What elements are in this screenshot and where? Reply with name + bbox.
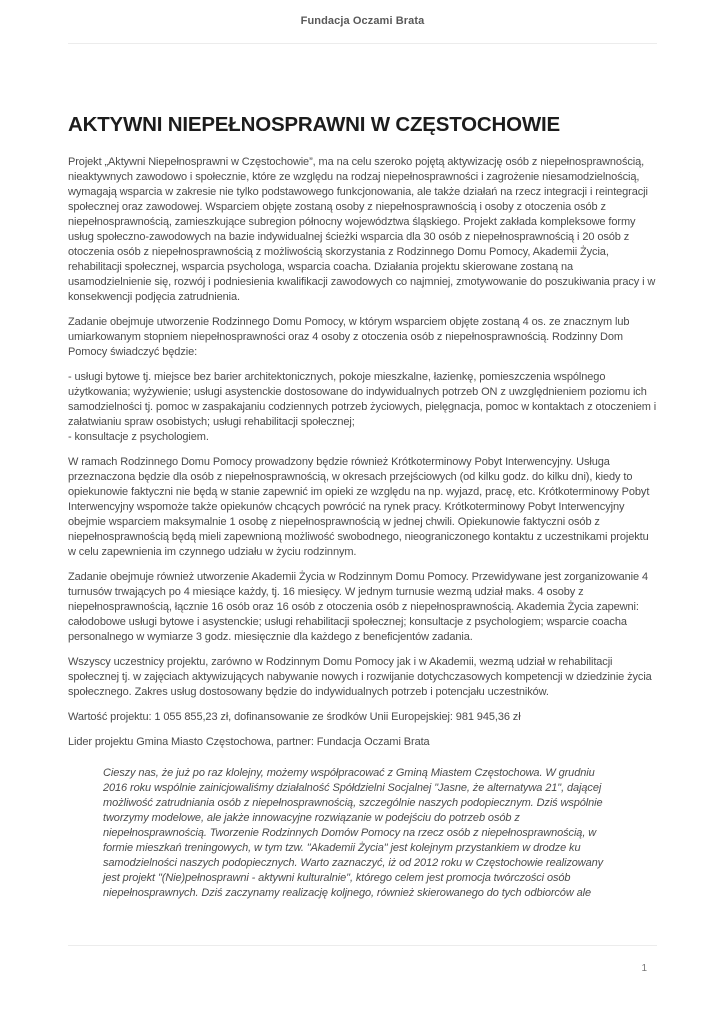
paragraph-leader-partner: Lider projektu Gmina Miasto Częstochowa, partner: Fundacja Oczami Brata — [68, 735, 430, 748]
paragraph-rehabilitacja: Wszyscy uczestnicy projektu, zarówno w Rodzinnym Domu Pomocy jak i w Akademii, wezmą udział w rehabilitacji społecznej tj. w zajęciach aktywizujących nabywanie nowych i rozwijanie dotychczasowych kompetencji w dziedzinie życia społecznego. Zakres usług dostosowany będzie do indywidualnych potrzeb i potencjału uczestników. — [68, 655, 652, 698]
site-header-title: Fundacja Oczami Brata — [300, 15, 425, 27]
article-title: AKTYWNI NIEPEŁNOSPRAWNI W CZĘSTOCHOWIE — [68, 113, 560, 136]
service-list-item: - usługi bytowe tj. miejsce bez barier architektonicznych, pokoje mieszkalne, łazienkę, pomieszczenia wspólnego użytkowania; wyżywienie; usługi asystenckie dostosowane do indywidualnych potrzeb ON z uwzględnieniem poziomu ich samodzielności tj. pomoc w zaspakajaniu codziennych potrzeb życiowych, pielęgnacja, pomoc w kontaktach z otoczeniem i załatwianiu spraw osobistych; usługi rehabilitacji społecznej; — [68, 370, 657, 428]
page-footer — [0, 945, 725, 1024]
paragraph-pobyt-interwencyjny: W ramach Rodzinnego Domu Pomocy prowadzony będzie również Krótkoterminowy Pobyt Interwencyjny. Usługa przeznaczona będzie dla osób z niepełnosprawnością, w okresach przejściowych (od kilku godz. do kilku dni), kiedy to opiekunowie faktyczni nie będą w stanie zapewnić im opieki ze względu na np. wyjazd, pracę, etc. Krótkoterminowy Pobyt Interwencyjny wspomoże także opiekunów chcących powrócić na rynek pracy. Krótkoterminowy Pobyt Interwencyjny obejmie wsparciem maksymalnie 1 osobę z niepełnosprawnością w jednej chwili. Opiekunowie faktyczni osób z niepełnosprawnością będą mieli zapewnioną możliwość swobodnego, nieograniczonego kontaktu z uczestnikami projektu w celu zapewnienia im czynnego udziału w życiu rodzinnym. — [68, 455, 650, 558]
service-list-item: - konsultacje z psychologiem. — [68, 430, 209, 443]
paragraph-akademia-zycia: Zadanie obejmuje również utworzenie Akademii Życia w Rodzinnym Domu Pomocy. Przewidywane jest zorganizowanie 4 turnusów trwających po 4 miesiące każdy, tj. 16 miesięcy. W jednym turnusie wezmą udział maks. 4 osoby z niepełnosprawnością, łącznie 16 osób oraz 16 osób z otoczenia osób z niepełnosprawnością. Akademia Życia zapewni: całodobowe usługi bytowe i asystenckie; usługi rehabilitacji społecznej; konsultacje z psychologiem; wsparcie coacha personalnego w wymiarze 3 godz. miesięcznie dla każdego z beneficjentów zadania. — [68, 570, 649, 643]
site-header — [68, 0, 657, 44]
header-divider — [68, 43, 657, 44]
paragraph-project-value: Wartość projektu: 1 055 855,23 zł, dofinansowanie ze środków Unii Europejskiej: 981 945,36 zł — [68, 710, 521, 723]
article-body — [68, 155, 657, 901]
page-number: 1 — [641, 963, 647, 974]
services-list — [68, 370, 657, 445]
footer-divider — [68, 945, 657, 946]
paragraph-rodzinny-dom: Zadanie obejmuje utworzenie Rodzinnego Domu Pomocy, w którym wsparciem objęte zostaną 4 os. ze znacznym lub umiarkowanym stopniem niepełnosprawności oraz 4 osoby z otoczenia osób z niepełnosprawnością. Rodzinny Dom Pomocy świadczyć będzie: — [68, 315, 630, 358]
testimonial-quote: Cieszy nas, że już po raz klolejny, możemy współpracować z Gminą Miastem Częstochowa. W grudniu 2016 roku wspólnie zainicjowaliśmy działalność Spółdzielni Socjalnej "Jasne, że alternatywa 21", dającej możliwość zatrudniania osób z niepełnosprawnością, szczególnie naszych podopiecznym. Dziś wspólnie tworzymy modelowe, ale jakże innowacyjne rozwiązanie w podejściu do potrzeb osób z niepełnosprawnością. Tworzenie Rodzinnych Domów Pomocy na rzecz osób z niepełnosprawnością, w formie mieszkań treningowych, w tym tzw. "Akademii Życia" jest kolejnym przystankiem w drodze ku samodzielności naszych podopiecznych. Warto zaznaczyć, iż od 2012 roku w Częstochowie realizowany jest projekt "(Nie)pełnosprawni - aktywni kulturalnie", którego celem jest promocja twórczości osób niepełnosprawnych. Dziś zaczynamy realizację koljnego, również skierowanego do tych odbiorców ale — [103, 766, 604, 899]
paragraph-intro: Projekt „Aktywni Niepełnosprawni w Częstochowie”, ma na celu szeroko pojętą aktywizację osób z niepełnosprawnością, nieaktywnych zawodowo i społecznie, które ze względu na rodzaj niepełnosprawności i zagrożenie niesamodzielnością, wymagają wsparcia w zakresie nie tylko podstawowego funkcjonowania, ale także działań na rzecz integracji i reintegracji społecznej oraz zawodowej. Wsparciem objęte zostaną osoby z niepełnosprawnością i osoby z otoczenia osób z niepełnosprawnością, zamieszkujące subregion północny województwa śląskiego. Projekt zakłada kompleksowe formy usług społeczno-zawodowych na bazie indywidualnej ścieżki wsparcia dla 30 osób z niepełnosprawnością i 20 osób z otoczenia osób z niepełnosprawnością z możliwością skorzystania z Rodzinnego Domu Pomocy, Akademii Życia, rehabilitacji społecznej, wsparcia psychologa, wsparcia coacha. Działania projektu skierowane zostaną na usamodzielnienie się, rozwój i podniesienia kwalifikacji zawodowych co najmniej, zmotywowanie do poszukiwania pracy i w konsekwencji podjęcia zatrudnienia. — [68, 155, 656, 303]
